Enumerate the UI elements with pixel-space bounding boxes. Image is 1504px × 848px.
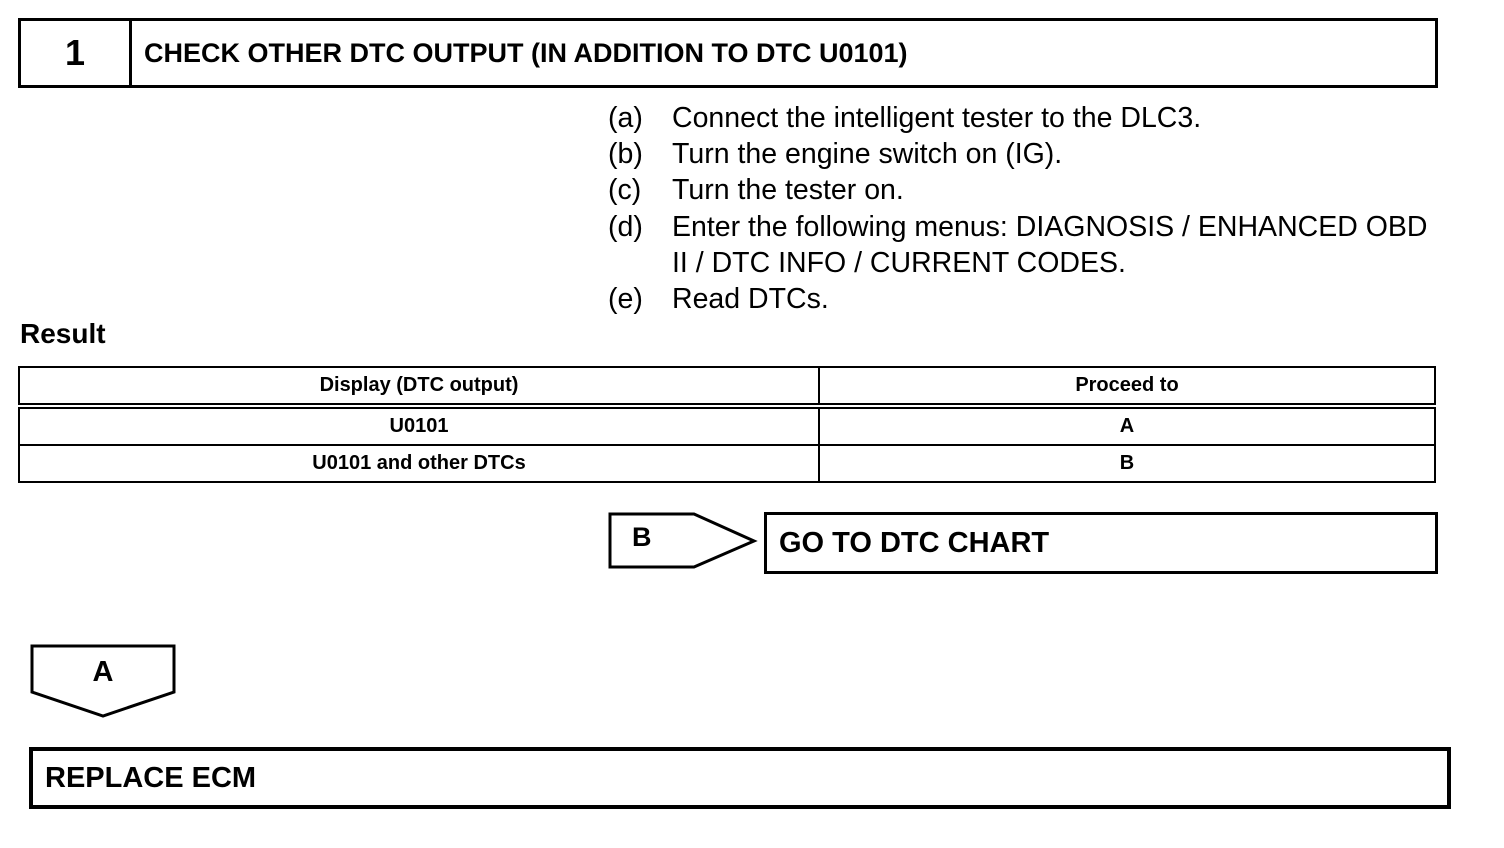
- procedure-step: [608, 172, 1448, 208]
- table-row: [19, 406, 1435, 445]
- procedure-step-letter: (d): [608, 210, 643, 243]
- table-header-row: [19, 367, 1435, 406]
- step-header: [18, 18, 1438, 88]
- procedure-step-letter: (b): [608, 138, 643, 171]
- branch-a-letter: A: [92, 656, 114, 688]
- column-header: Display (DTC output): [19, 367, 819, 406]
- step-number: 1: [21, 21, 132, 85]
- branch-b-action: GO TO DTC CHART: [764, 512, 1438, 574]
- branch-a-tag: [30, 644, 176, 718]
- procedure-step-text: Enter the following menus: DIAGNOSIS / ENHANCED OBD II / DTC INFO / CURRENT CODES.: [672, 210, 1428, 279]
- step-title: CHECK OTHER DTC OUTPUT (IN ADDITION TO DTC U0101): [144, 37, 908, 68]
- procedure-step: [608, 100, 1448, 136]
- table-cell: A: [819, 406, 1435, 445]
- table-cell: U0101: [19, 406, 819, 445]
- branch-b-tag: [608, 512, 758, 570]
- table-row: [19, 445, 1435, 482]
- procedure-step-text: Turn the engine switch on (IG).: [672, 138, 1063, 171]
- procedure-step: [608, 281, 1448, 317]
- branch-a-action: REPLACE ECM: [29, 747, 1451, 809]
- table-cell: U0101 and other DTCs: [19, 445, 819, 482]
- procedure-step-letter: (a): [608, 102, 643, 134]
- procedure-step-letter: (c): [608, 174, 642, 207]
- procedure-step-text: Turn the tester on.: [672, 174, 904, 207]
- procedure-step-letter: (e): [608, 283, 643, 316]
- result-table: [18, 366, 1436, 483]
- result-label: Result: [20, 318, 106, 349]
- procedure-step: [608, 209, 1448, 281]
- procedure-step-text: Connect the intelligent tester to the DLC3.: [672, 102, 1202, 134]
- table-cell: B: [819, 445, 1435, 482]
- procedure-step: [608, 136, 1448, 172]
- right-arrow-tag-icon: [608, 512, 758, 570]
- procedure-step-text: Read DTCs.: [672, 283, 829, 316]
- procedure-list: [608, 100, 1448, 317]
- branch-b-letter: B: [632, 522, 652, 552]
- column-header: Proceed to: [819, 367, 1435, 406]
